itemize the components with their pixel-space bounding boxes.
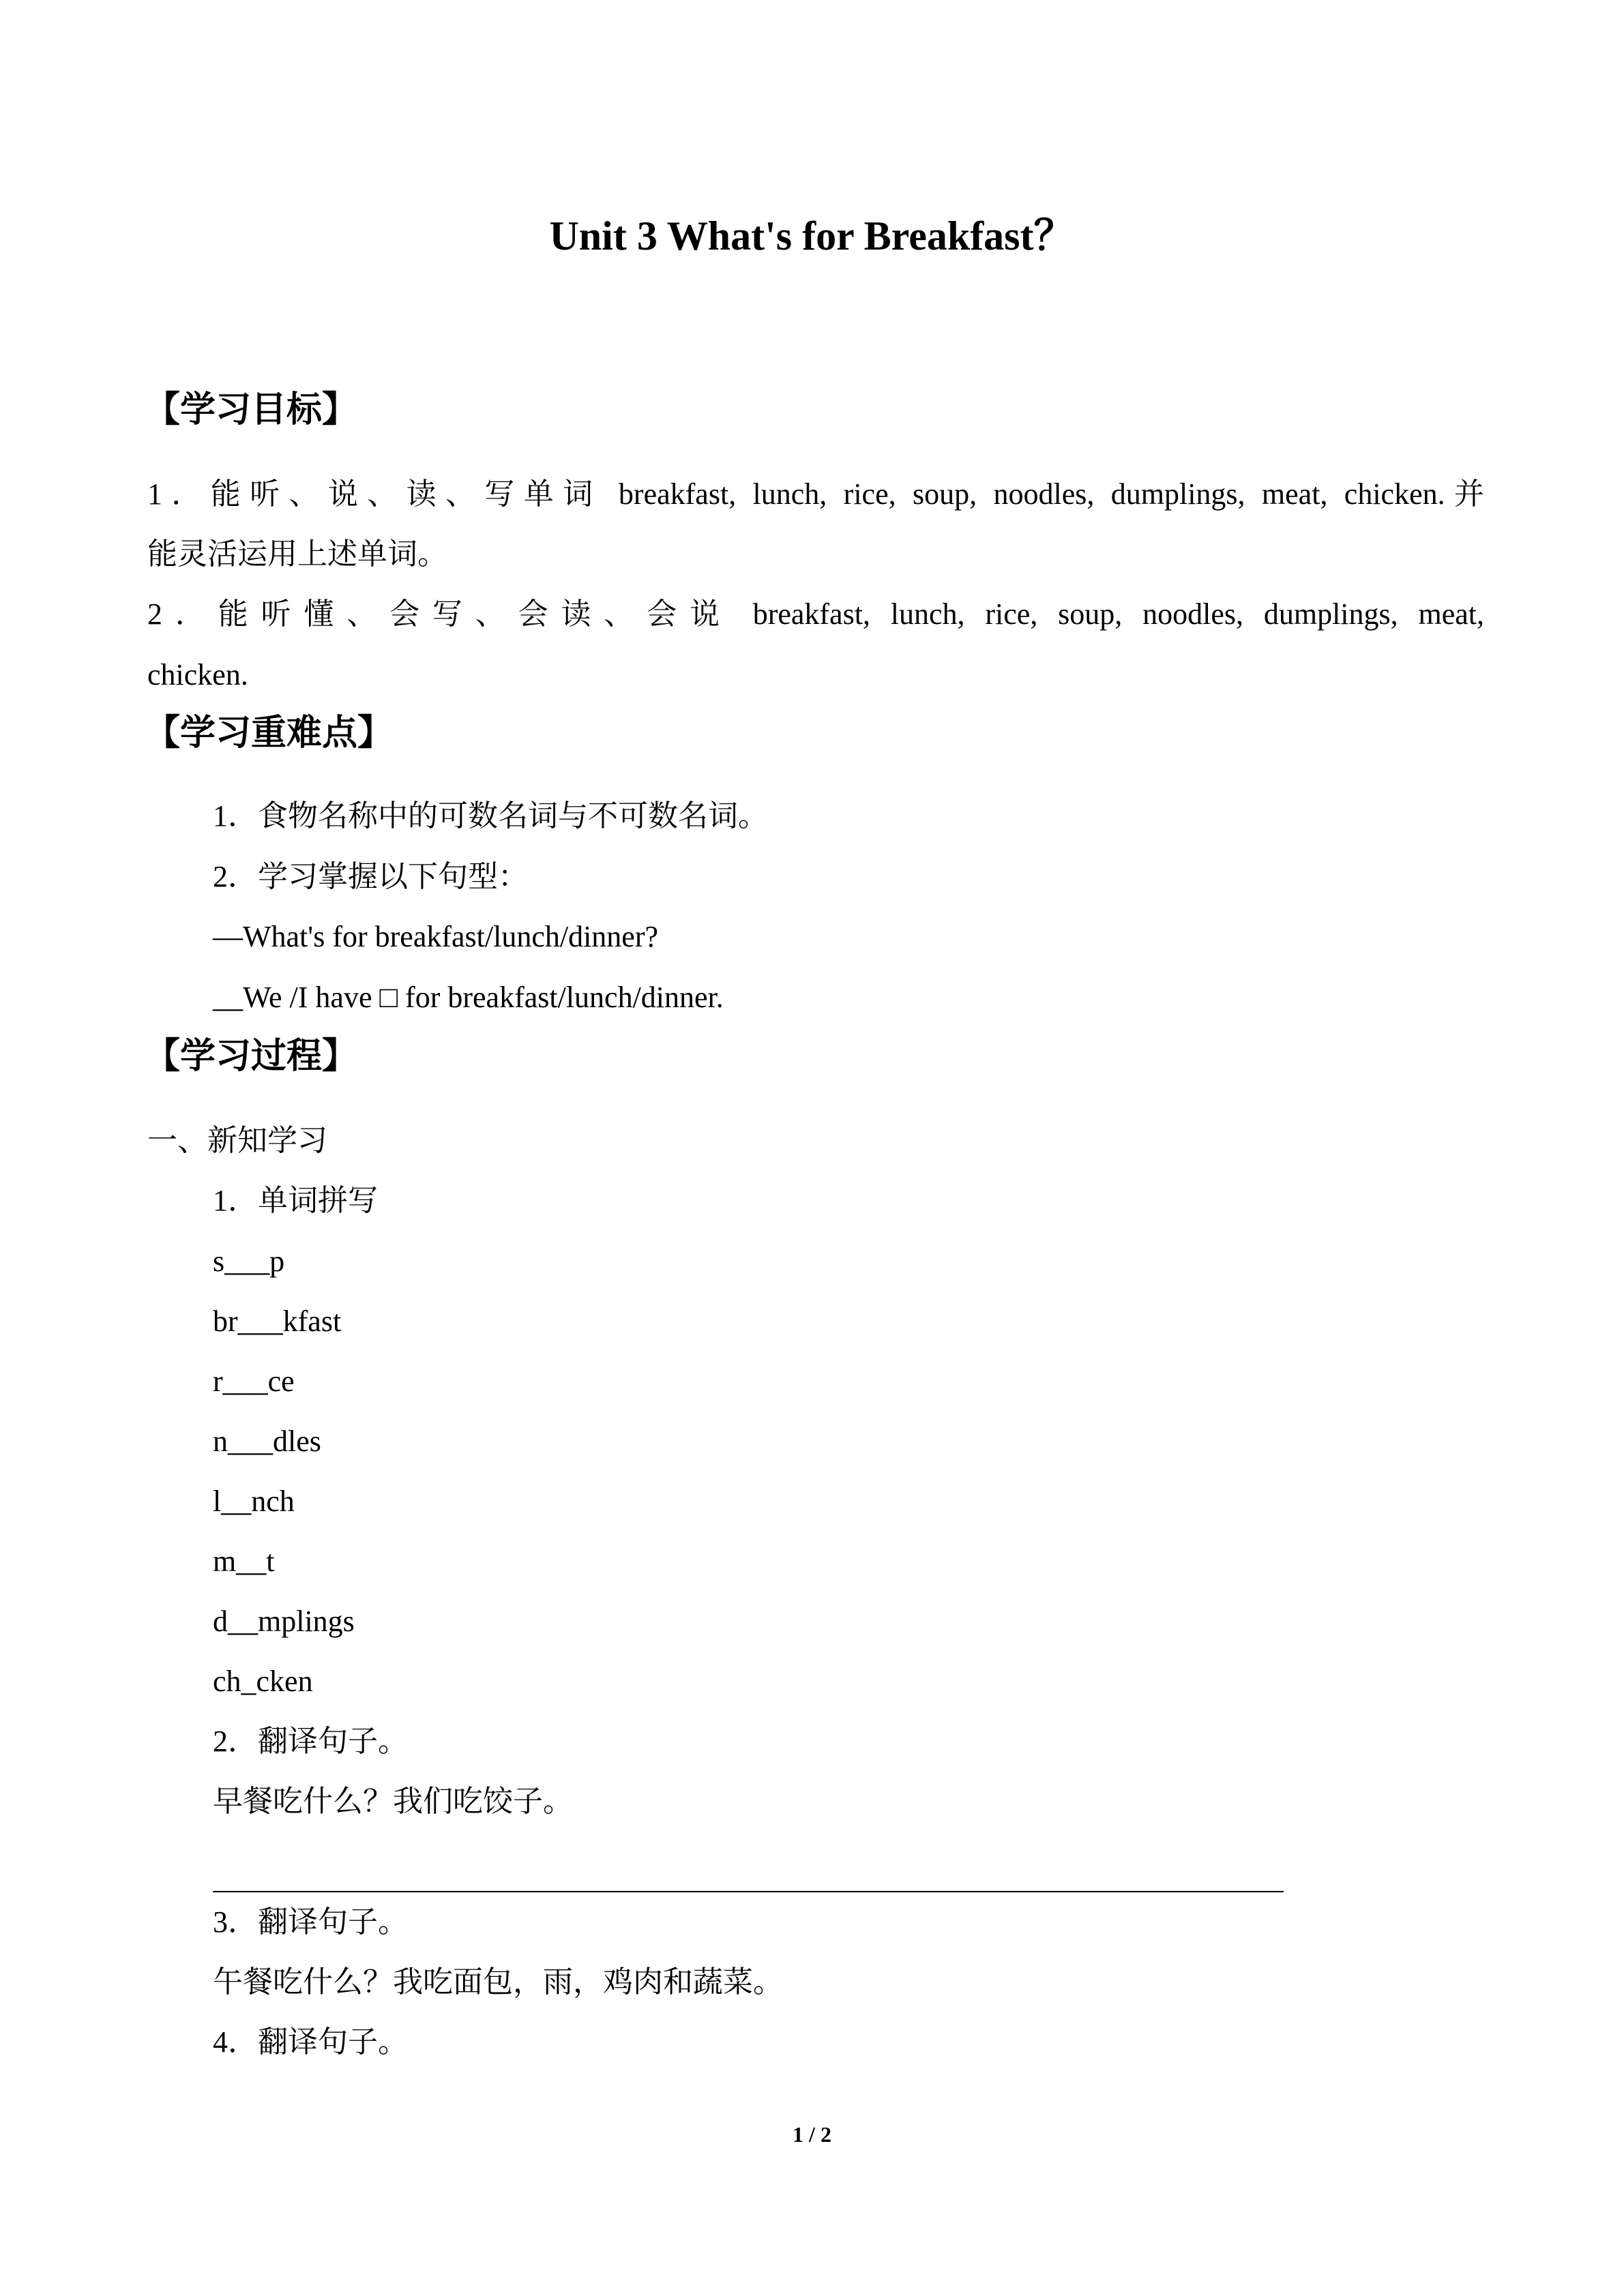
spelling-word: m__t (213, 1545, 275, 1578)
heading-process: 【学习过程】 (145, 1036, 358, 1077)
task-2-sentence: 早餐吃什么？我们吃饺子。 (213, 1785, 573, 1818)
task-1-label: 1．单词拼写 (213, 1184, 378, 1217)
document-title: Unit 3 What's for Breakfast？ (549, 213, 1075, 258)
answer-line (213, 1891, 1284, 1892)
objective-2-line-2: chicken. (147, 658, 248, 691)
spelling-word: ch_cken (213, 1665, 313, 1698)
task-2-label: 2．翻译句子。 (213, 1725, 408, 1758)
objective-2-line-1: 2．能听懂、会写、会读、会说 breakfast, lunch, rice, soup, noodles, dumplings, meat, (147, 597, 1484, 631)
key-point-1: 1．食物名称中的可数名词与不可数名词。 (213, 799, 768, 833)
spelling-word: s___p (213, 1244, 285, 1278)
task-4-label: 4．翻译句子。 (213, 2025, 408, 2059)
part-new-knowledge: 一、新知学习 (147, 1124, 327, 1157)
spelling-word: br___kfast (213, 1304, 342, 1338)
sentence-pattern-1: —What's for breakfast/lunch/dinner? (213, 920, 659, 953)
task-3-sentence: 午餐吃什么？我吃面包，雨，鸡肉和蔬菜。 (213, 1965, 783, 1999)
objective-1-line-1: 1．能听、说、读、写单词 breakfast, lunch, rice, soup, noodles, dumplings, meat, chicken.并 (147, 477, 1484, 511)
spelling-word: n___dles (213, 1425, 321, 1458)
key-point-2: 2．学习掌握以下句型： (213, 860, 528, 893)
objective-1-line-2: 能灵活运用上述单词。 (147, 537, 447, 571)
spelling-word: d__mplings (213, 1605, 355, 1638)
heading-objectives: 【学习目标】 (145, 389, 358, 430)
spelling-word: l__nch (213, 1485, 295, 1518)
page-number: 1 / 2 (793, 2122, 831, 2147)
heading-key-points: 【学习重难点】 (145, 713, 394, 754)
task-3-label: 3．翻译句子。 (213, 1905, 408, 1939)
spelling-word: r___ce (213, 1365, 295, 1398)
sentence-pattern-2: __We /I have □ for breakfast/lunch/dinner. (213, 981, 724, 1014)
